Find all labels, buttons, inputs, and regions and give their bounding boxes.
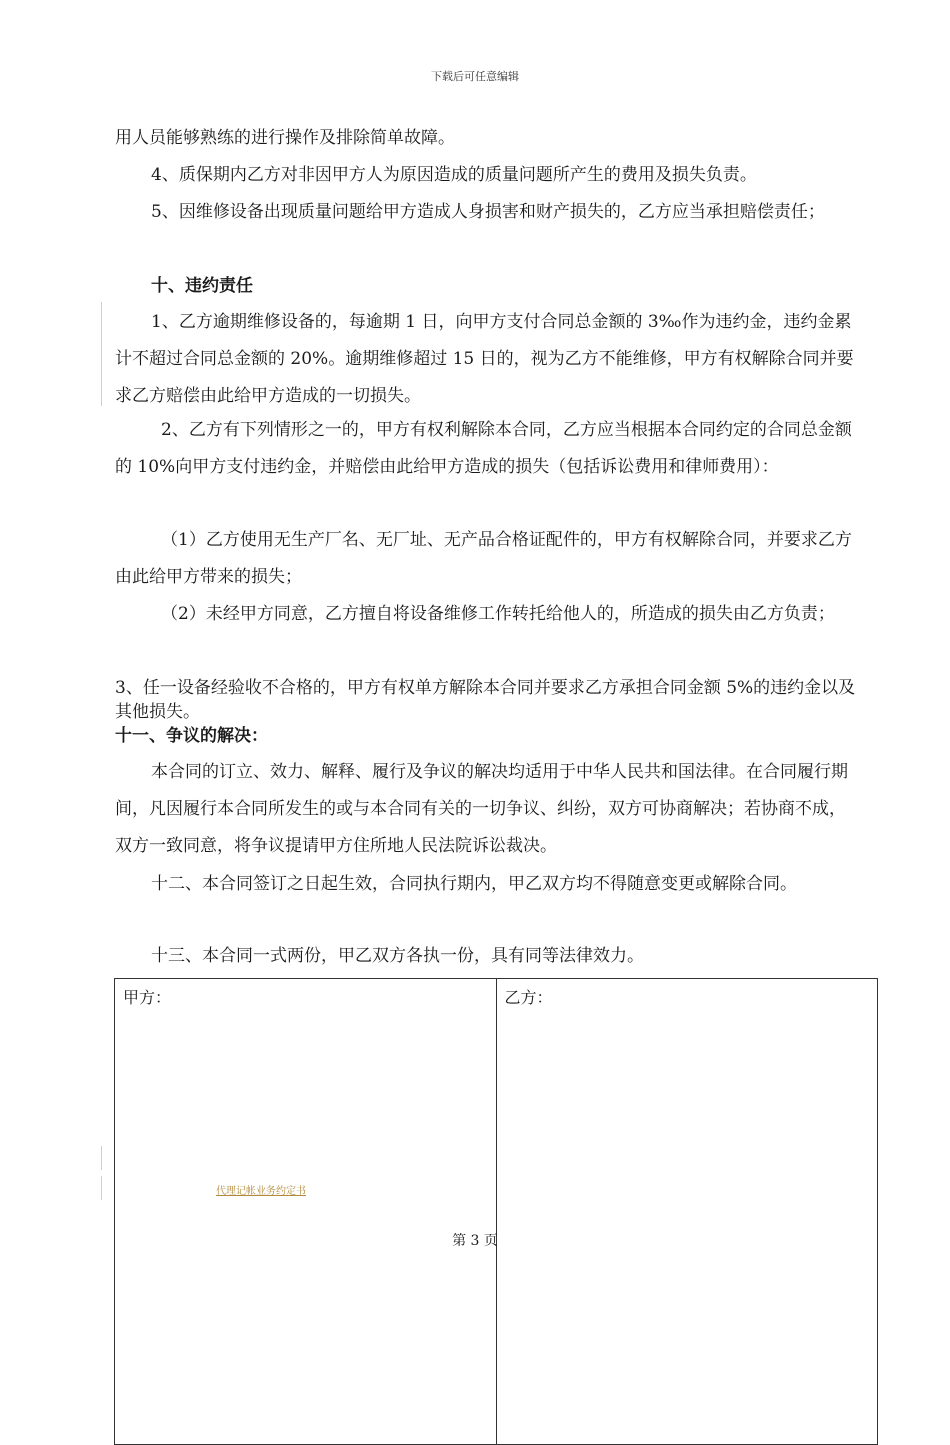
signature-table bbox=[114, 978, 878, 1445]
paragraph: 本合同的订立、效力、解释、履行及争议的解决均适用于中华人民共和国法律。在合同履行期间，凡因履行本合同所发生的或与本合同有关的一切争议、纠纷，双方可协商解决；若协商不成，双方一致同意，将争议提请甲方住所地人民法院诉讼裁决。 bbox=[115, 762, 848, 856]
party-a-cell: 甲方： bbox=[115, 979, 497, 1445]
page-number: 第 3 页 bbox=[452, 1233, 498, 1249]
section-heading: 十、违约责任 bbox=[151, 276, 253, 296]
paragraph: 3、任一设备经验收不合格的，甲方有权单方解除本合同并要求乙方承担合同金额 5%的违约金以及其他损失。 bbox=[115, 678, 856, 722]
paragraph: 十三、本合同一式两份，甲乙双方各执一份，具有同等法律效力。 bbox=[151, 946, 644, 966]
revision-bar bbox=[101, 302, 102, 406]
paragraph: 十二、本合同签订之日起生效，合同执行期内，甲乙双方均不得随意变更或解除合同。 bbox=[151, 874, 797, 894]
paragraph: 2、乙方有下列情形之一的，甲方有权利解除本合同，乙方应当根据本合同约定的合同总金额的 10%向甲方支付违约金，并赔偿由此给甲方造成的损失（包括诉讼费用和律师费用）： bbox=[115, 420, 852, 477]
paragraph: 5、因维修设备出现质量问题给甲方造成人身损害和财产损失的，乙方应当承担赔偿责任； bbox=[151, 202, 825, 222]
revision-bar bbox=[101, 1176, 102, 1200]
section-heading: 十一、争议的解决： bbox=[115, 726, 268, 746]
paragraph: 1、乙方逾期维修设备的，每逾期 1 日，向甲方支付合同总金额的 3‰作为违约金，违约金累计不超过合同总金额的 20%。逾期维修超过 15 日的，视为乙方不能维修，甲方有权解除合同并要求乙方赔偿由此给甲方造成的一切损失。 bbox=[115, 312, 854, 406]
paragraph: 用人员能够熟练的进行操作及排除简单故障。 bbox=[115, 128, 455, 148]
related-document-link[interactable]: 代理记帐业务约定书 bbox=[216, 1186, 306, 1197]
paragraph: （2）未经甲方同意，乙方擅自将设备维修工作转托给他人的，所造成的损失由乙方负责； bbox=[161, 604, 835, 624]
revision-bar bbox=[101, 1146, 102, 1170]
page-header: 下载后可任意编辑 bbox=[431, 70, 519, 83]
paragraph: （1）乙方使用无生产厂名、无厂址、无产品合格证配件的，甲方有权解除合同，并要求乙方由此给甲方带来的损失； bbox=[115, 530, 852, 587]
paragraph: 4、质保期内乙方对非因甲方人为原因造成的质量问题所产生的费用及损失负责。 bbox=[151, 165, 757, 185]
party-b-cell: 乙方： bbox=[496, 979, 878, 1445]
